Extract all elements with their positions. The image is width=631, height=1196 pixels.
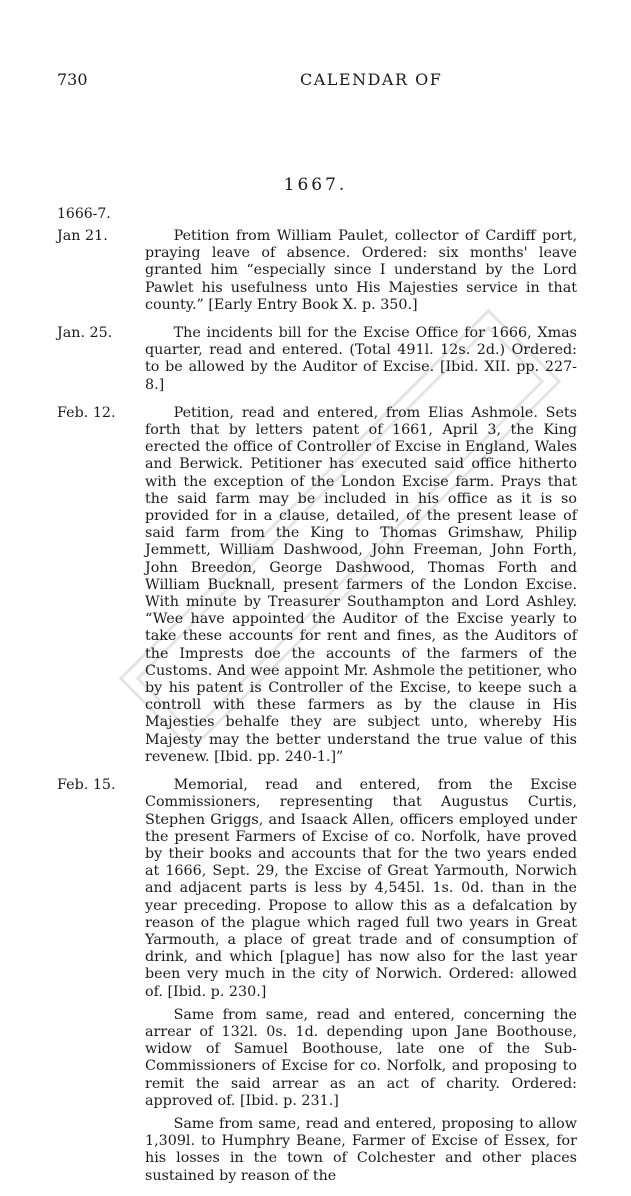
entry-date: Jan. 25. xyxy=(57,325,113,342)
entry xyxy=(57,777,577,1185)
page-number: 730 xyxy=(57,70,88,89)
entry-date: Feb. 15. xyxy=(57,777,116,794)
entry-paragraph: Same from same, read and entered, concerning the arrear of 132l. 0s. 1d. depending upon Jane Boothouse, widow of Samuel Boothouse, late one of the Sub-Commissioners of Excise for co. Norfolk, and proposing to remit the said arrear as an act of charity. Ordered: approved of. [Ibid. p. 231.] xyxy=(145,1006,577,1109)
entry-paragraph: Memorial, read and entered, from the Excise Commissioners, representing that Augustus Curtis, Stephen Griggs, and Isaack Allen, officers employed under the present Farmers of Excise of co. Norfolk, have proved by their books and accounts that for the two years ended at 1666, Sept. 29, the Excise of Great Yarmouth, Norwich and adjacent parts is less by 4,545l. 1s. 0d. than in the year preceding. Propose to allow this as a defalcation by reason of the plague which raged full two years in Great Yarmouth, a place of great trade and of consumption of drink, and which [plague] has now also for the last year been very much in the city of Norwich. Ordered: allowed of. [Ibid. p. 230.] xyxy=(145,777,577,1000)
year-label: 1666-7. xyxy=(57,206,111,222)
entry-paragraph: Petition, read and entered, from Elias Ashmole. Sets forth that by letters patent of 1661, April 3, the King erected the office of Controller of Excise in England, Wales and Berwick. Petitioner has executed said office hitherto with the exception of the London Excise farm. Prays that the said farm may be included in his office as it is so provided for in a clause, detailed, of the present lease of said farm from the King to Thomas Grimshaw, Philip Jemmett, William Dashwood, John Freeman, John Forth, John Breedon, George Dashwood, Thomas Forth and William Bucknall, present farmers of the London Excise. With minute by Treasurer Southampton and Lord Ashley. “Wee have appointed the Auditor of the Excise yearly to take these accounts for rent and fines, as the Auditors of the Imprests doe the accounts of the farmers of the Customs. And wee appoint Mr. Ashmole the petitioner, who by his patent is Controller of the Excise, to keepe such a controll with these farmers as by the clause in His Majesties behalfe they are subject unto, whereby His Majesty may the better understand the true value of this revenew. [Ibid. pp. 240-1.]” xyxy=(145,404,577,765)
entry-text xyxy=(145,777,577,1185)
entry-text xyxy=(145,228,577,314)
entry-text xyxy=(145,325,577,394)
entry xyxy=(57,325,577,394)
entry-paragraph: Same from same, read and entered, proposing to allow 1,309l. to Humphry Beane, Farmer of Excise of Essex, for his losses in the town of Colchester and other places sustained by reason of the xyxy=(145,1115,577,1184)
entry xyxy=(57,228,577,314)
entry-paragraph: The incidents bill for the Excise Office for 1666, Xmas quarter, read and entered. (Total 491l. 12s. 2d.) Ordered: to be allowed by the Auditor of Excise. [Ibid. XII. pp. 227-8.] xyxy=(145,325,577,393)
page-header xyxy=(57,70,577,92)
running-title: CALENDAR OF xyxy=(300,70,443,89)
entry-text xyxy=(145,405,577,766)
entries-body xyxy=(57,228,577,1196)
entry-paragraph: Petition from William Paulet, collector of Cardiff port, praying leave of absence. Ordered: six months' leave granted him “especially since I understand by the Lord Pawlet his usefulness unto His Majesties service in that county.” [Early Entry Book X. p. 350.] xyxy=(145,228,577,313)
year-heading: 1667. xyxy=(283,175,348,195)
entry-date: Jan 21. xyxy=(57,228,108,244)
entry-date: Feb. 12. xyxy=(57,404,116,421)
entry xyxy=(57,405,577,766)
